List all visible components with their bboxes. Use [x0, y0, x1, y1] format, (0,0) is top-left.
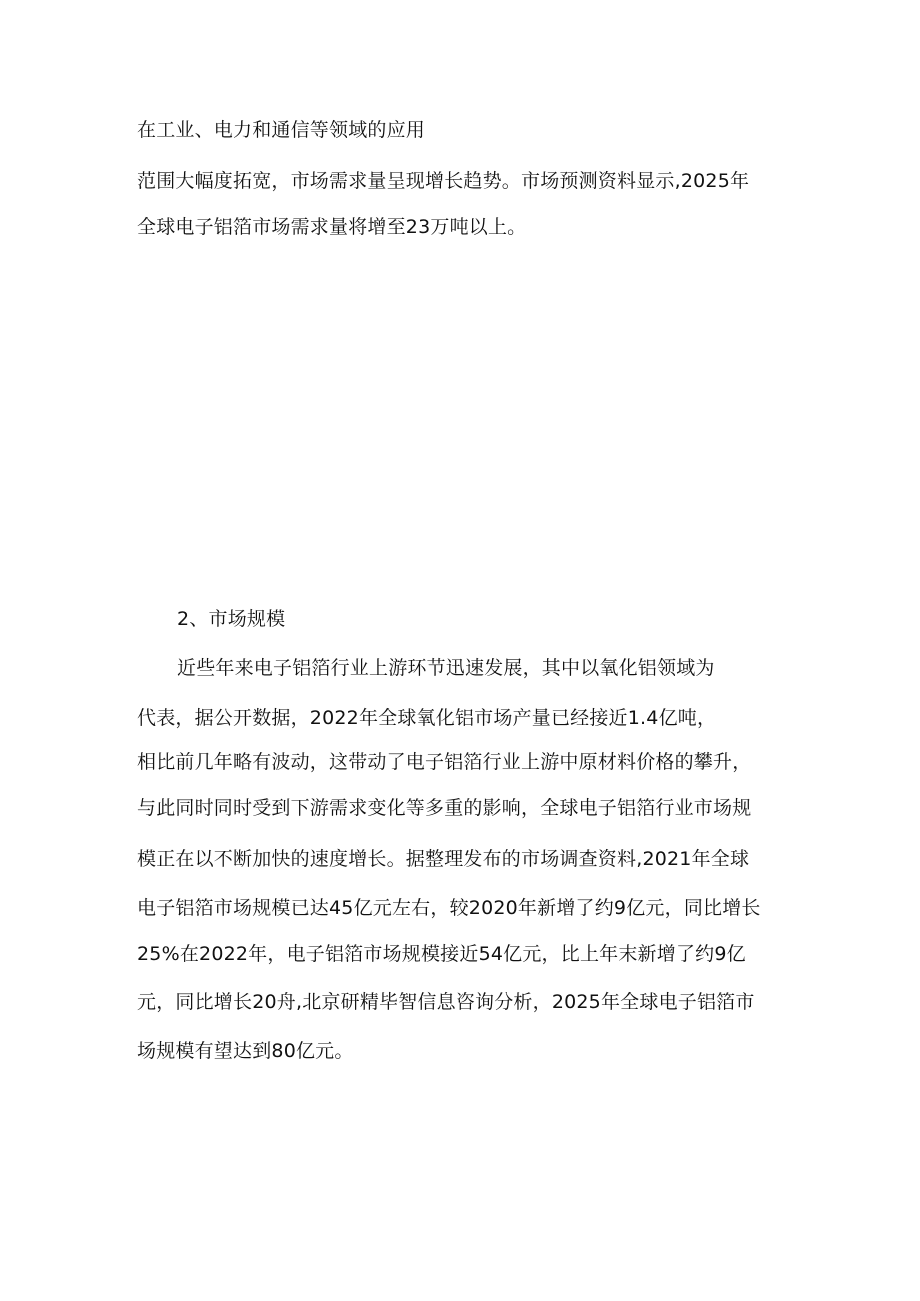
paragraph-line: 在工业、电力和通信等领域的应用	[137, 119, 426, 141]
paragraph-line: 25%在2022年，电子铝箔市场规模接近54亿元，比上年末新增了约9亿	[137, 943, 746, 965]
paragraph-line: 代表，据公开数据，2022年全球氧化铝市场产量已经接近1.4亿吨，	[137, 707, 717, 729]
paragraph-line: 全球电子铝箔市场需求量将增至23万吨以上。	[137, 216, 527, 238]
paragraph-line: 近些年来电子铝箔行业上游环节迅速发展，其中以氧化铝领域为	[177, 657, 715, 679]
paragraph-line: 元，同比增长20舟,北京研精毕智信息咨询分析，2025年全球电子铝箔市	[137, 991, 755, 1013]
paragraph-line: 模正在以不断加快的速度增长。据整理发布的市场调查资料,2021年全球	[137, 848, 750, 870]
section-heading: 2、市场规模	[177, 608, 286, 630]
paragraph-line: 电子铝箔市场规模已达45亿元左右，较2020年新增了约9亿元，同比增长	[137, 897, 761, 919]
paragraph-line: 场规模有望达到80亿元。	[137, 1040, 354, 1062]
paragraph-line: 相比前几年略有波动，这带动了电子铝箔行业上游中原材料价格的攀升，	[137, 751, 752, 773]
paragraph-line: 与此同时同时受到下游需求变化等多重的影响，全球电子铝箔行业市场规	[137, 797, 752, 819]
paragraph-line: 范围大幅度拓宽，市场需求量呈现增长趋势。市场预测资料显示,2025年	[137, 170, 750, 192]
